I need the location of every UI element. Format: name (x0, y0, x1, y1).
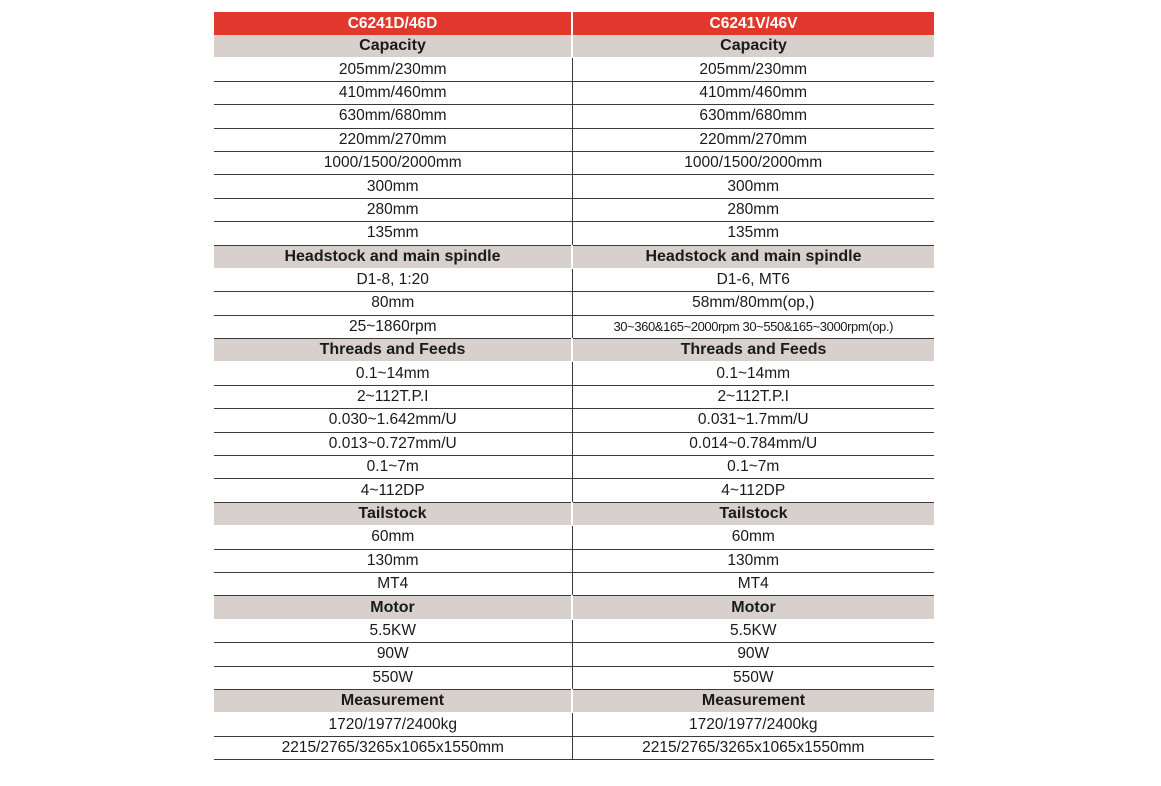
spec-value-right: 58mm/80mm(op,) (572, 292, 934, 315)
spec-value-left: 5.5KW (214, 619, 572, 642)
spec-value-left: 80mm (214, 292, 572, 315)
section-title: Threads and Feeds (214, 339, 572, 362)
spec-table-body (214, 12, 934, 760)
table-row (214, 151, 934, 174)
spec-value-right: 0.031~1.7mm/U (572, 409, 934, 432)
section-title: Tailstock (214, 502, 572, 525)
spec-value-right: 60mm (572, 526, 934, 549)
section-title: Tailstock (572, 502, 934, 525)
table-row (214, 315, 934, 338)
spec-value-right: 0.014~0.784mm/U (572, 432, 934, 455)
spec-value-left: MT4 (214, 572, 572, 595)
spec-value-left: 300mm (214, 175, 572, 198)
spec-table (214, 12, 934, 760)
model-header-left: C6241D/46D (214, 12, 572, 35)
table-row (214, 549, 934, 572)
section-title: Headstock and main spindle (214, 245, 572, 268)
spec-value-left: 410mm/460mm (214, 81, 572, 104)
spec-value-right: 2~112T.P.I (572, 385, 934, 408)
spec-value-right: 4~112DP (572, 479, 934, 502)
section-title: Threads and Feeds (572, 339, 934, 362)
table-row (214, 643, 934, 666)
table-row (214, 268, 934, 291)
spec-value-right: 135mm (572, 222, 934, 245)
table-row (214, 292, 934, 315)
section-header-row (214, 596, 934, 619)
section-header-row (214, 502, 934, 525)
spec-value-right: D1-6, MT6 (572, 268, 934, 291)
spec-value-right: 0.1~7m (572, 456, 934, 479)
model-header-row (214, 12, 934, 35)
table-row (214, 385, 934, 408)
section-header-row (214, 35, 934, 58)
table-row (214, 713, 934, 736)
table-row (214, 105, 934, 128)
section-title: Measurement (214, 689, 572, 712)
spec-value-right: 280mm (572, 198, 934, 221)
section-title: Capacity (214, 35, 572, 58)
spec-value-left: 0.1~7m (214, 456, 572, 479)
table-row (214, 619, 934, 642)
spec-value-right: MT4 (572, 572, 934, 595)
spec-value-left: 550W (214, 666, 572, 689)
spec-value-right: 300mm (572, 175, 934, 198)
spec-value-right: 1720/1977/2400kg (572, 713, 934, 736)
section-title: Motor (572, 596, 934, 619)
spec-value-left: 2~112T.P.I (214, 385, 572, 408)
table-row (214, 362, 934, 385)
spec-value-right: 5.5KW (572, 619, 934, 642)
spec-value-left: D1-8, 1:20 (214, 268, 572, 291)
section-header-row (214, 689, 934, 712)
table-row (214, 175, 934, 198)
table-row (214, 479, 934, 502)
table-row (214, 456, 934, 479)
spec-value-right: 30~360&165~2000rpm 30~550&165~3000rpm(op.) (572, 315, 934, 338)
spec-value-right: 550W (572, 666, 934, 689)
spec-value-left: 130mm (214, 549, 572, 572)
spec-value-right: 220mm/270mm (572, 128, 934, 151)
table-row (214, 409, 934, 432)
spec-value-left: 0.013~0.727mm/U (214, 432, 572, 455)
table-row (214, 58, 934, 81)
section-title: Headstock and main spindle (572, 245, 934, 268)
section-header-row (214, 339, 934, 362)
section-title: Measurement (572, 689, 934, 712)
table-row (214, 526, 934, 549)
table-row (214, 198, 934, 221)
spec-value-right: 2215/2765/3265x1065x1550mm (572, 736, 934, 759)
spec-value-left: 25~1860rpm (214, 315, 572, 338)
section-title: Capacity (572, 35, 934, 58)
spec-value-left: 0.030~1.642mm/U (214, 409, 572, 432)
spec-value-right: 90W (572, 643, 934, 666)
spec-value-right: 630mm/680mm (572, 105, 934, 128)
spec-value-right: 1000/1500/2000mm (572, 151, 934, 174)
spec-value-left: 2215/2765/3265x1065x1550mm (214, 736, 572, 759)
spec-value-left: 205mm/230mm (214, 58, 572, 81)
table-row (214, 81, 934, 104)
spec-value-left: 4~112DP (214, 479, 572, 502)
spec-value-left: 60mm (214, 526, 572, 549)
table-row (214, 736, 934, 759)
table-row (214, 572, 934, 595)
section-header-row (214, 245, 934, 268)
spec-value-right: 0.1~14mm (572, 362, 934, 385)
spec-value-right: 205mm/230mm (572, 58, 934, 81)
model-header-right: C6241V/46V (572, 12, 934, 35)
spec-value-left: 0.1~14mm (214, 362, 572, 385)
section-title: Motor (214, 596, 572, 619)
table-row (214, 666, 934, 689)
table-row (214, 222, 934, 245)
spec-value-right: 410mm/460mm (572, 81, 934, 104)
spec-value-left: 220mm/270mm (214, 128, 572, 151)
spec-value-left: 135mm (214, 222, 572, 245)
spec-value-left: 1720/1977/2400kg (214, 713, 572, 736)
spec-value-right: 130mm (572, 549, 934, 572)
spec-value-left: 630mm/680mm (214, 105, 572, 128)
spec-value-left: 280mm (214, 198, 572, 221)
spec-value-left: 90W (214, 643, 572, 666)
table-row (214, 432, 934, 455)
table-row (214, 128, 934, 151)
spec-value-left: 1000/1500/2000mm (214, 151, 572, 174)
